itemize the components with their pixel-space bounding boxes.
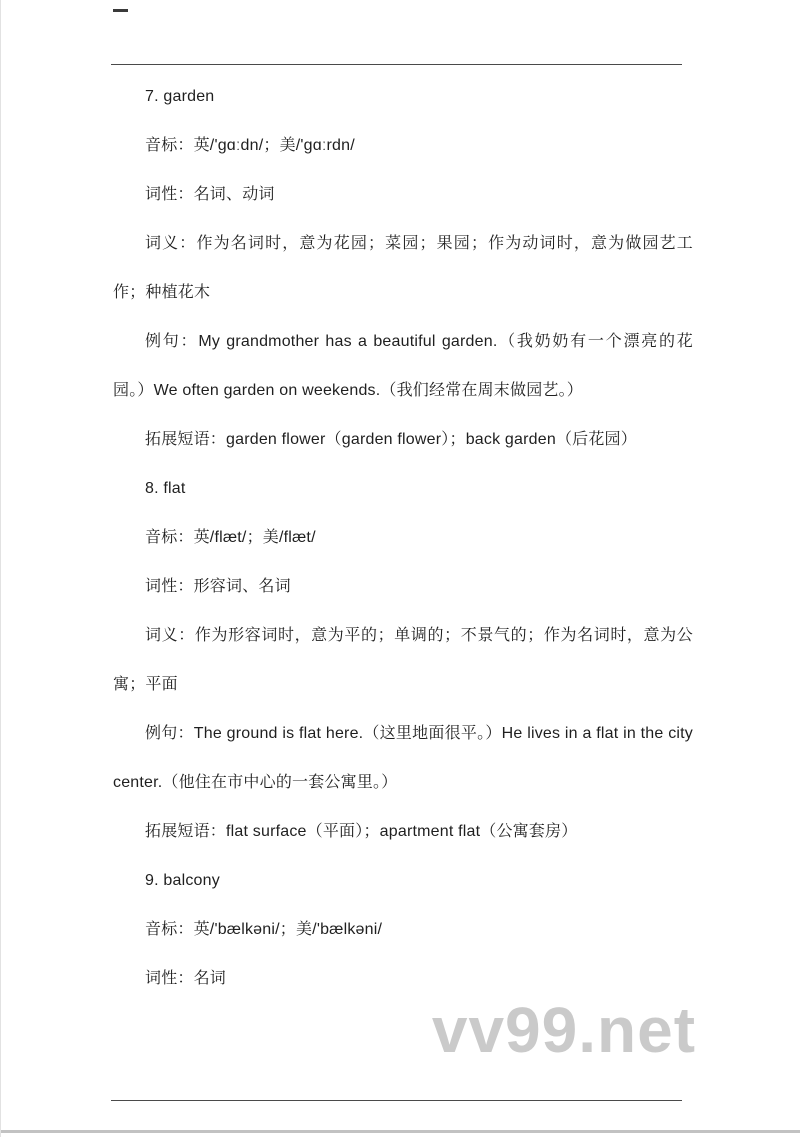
part-of-speech-line: 词性：名词、动词 — [145, 186, 275, 203]
page-bottom-edge — [1, 1130, 800, 1133]
meaning-line: 词义：作为名词时，意为花园；菜园；果园；作为动词时，意为做园艺工作；种植花木 — [113, 235, 693, 301]
document-body — [113, 72, 693, 1003]
phonetics-line: 音标：英/'gɑːdn/；美/'gɑːrdn/ — [145, 137, 355, 154]
part-of-speech-line: 词性：名词 — [145, 970, 227, 987]
meaning-line: 词义：作为形容词时，意为平的；单调的；不景气的；作为名词时，意为公寓；平面 — [113, 627, 693, 693]
part-of-speech-line: 词性：形容词、名词 — [145, 578, 291, 595]
top-rule — [111, 64, 682, 65]
entry-title: 8. flat — [145, 480, 186, 497]
phrases-line: 拓展短语：garden flower（garden flower）；back garden（后花园） — [145, 431, 637, 448]
phonetics-line: 音标：英/'bælkəni/；美/'bælkəni/ — [145, 921, 383, 938]
entry-title: 7. garden — [145, 88, 215, 105]
example-line: 例句：The ground is flat here.（这里地面很平。）He lives in a flat in the city center.（他住在市中心的一套公寓里。） — [113, 725, 693, 791]
scan-artifact-mark — [113, 9, 128, 12]
entry-title: 9. balcony — [145, 872, 220, 889]
bottom-rule — [111, 1100, 682, 1101]
phonetics-line: 音标：英/flæt/；美/flæt/ — [145, 529, 316, 546]
example-line: 例句：My grandmother has a beautiful garden.（我奶奶有一个漂亮的花园。）We often garden on weekends.（我们经常在周末做园艺。） — [113, 333, 693, 399]
watermark: vv99.net — [431, 994, 696, 1066]
phrases-line: 拓展短语：flat surface（平面）；apartment flat（公寓套房） — [145, 823, 578, 840]
